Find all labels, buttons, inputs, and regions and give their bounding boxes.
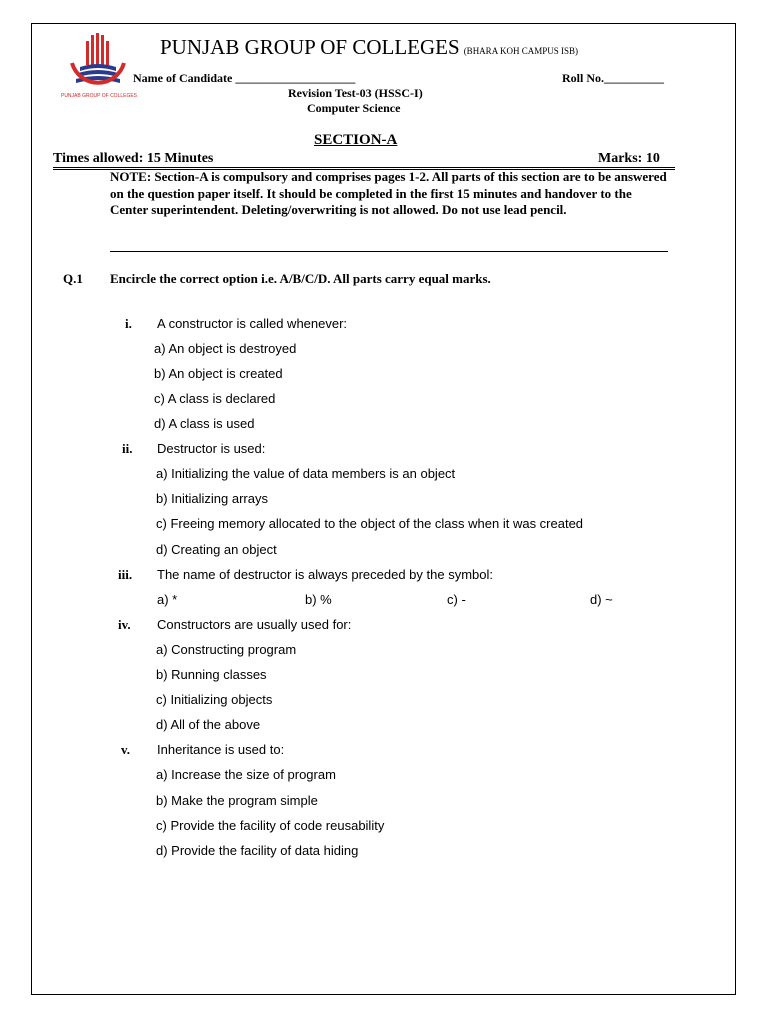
- mcq-option[interactable]: b) Make the program simple: [156, 793, 318, 808]
- mcq-option[interactable]: b) Running classes: [156, 667, 267, 682]
- mcq-number: v.: [121, 742, 131, 757]
- college-name: PUNJAB GROUP OF COLLEGES: [160, 35, 460, 59]
- mcq-option[interactable]: b) %: [305, 592, 332, 607]
- campus-name: (BHARA KOH CAMPUS ISB): [463, 46, 578, 56]
- logo-text: PUNJAB GROUP OF COLLEGES: [60, 93, 138, 99]
- note-text: NOTE: Section-A is compulsory and comprises pages 1-2. All parts of this section are to be answered on the question paper itself. It should be completed in the first 15 minutes and handover to the Center superintendent. Deleting/overwriting is not allowed. Do not use lead pencil.: [110, 169, 667, 217]
- college-logo: [60, 33, 138, 105]
- total-marks: Marks: 10: [598, 151, 660, 166]
- mcq-number: iv.: [118, 617, 131, 632]
- test-name: Revision Test-03 (HSSC-I): [288, 86, 423, 100]
- mcq-option[interactable]: a) Increase the size of program: [156, 767, 336, 782]
- mcq-option[interactable]: b) Initializing arrays: [156, 491, 268, 506]
- mcq-text: Destructor is used:: [157, 441, 266, 456]
- section-title: SECTION-A: [314, 132, 398, 148]
- mcq-option[interactable]: c) -: [447, 592, 466, 607]
- mcq-option[interactable]: c) Initializing objects: [156, 692, 273, 707]
- mcq-option[interactable]: d) All of the above: [156, 717, 261, 732]
- mcq-option[interactable]: c) Provide the facility of code reusability: [156, 818, 385, 833]
- college-title: [160, 35, 578, 60]
- mcq-option[interactable]: a) An object is destroyed: [154, 341, 297, 356]
- roll-number-field: Roll No.__________: [562, 71, 664, 85]
- mcq-option[interactable]: d) Creating an object: [156, 542, 277, 557]
- mcq-number: i.: [125, 316, 132, 331]
- mcq-option[interactable]: c) Freeing memory allocated to the object of the class when it was created: [156, 516, 584, 531]
- mcq-option[interactable]: b) An object is created: [154, 366, 283, 381]
- note-divider: [110, 251, 668, 252]
- subject-name: Computer Science: [307, 101, 401, 115]
- mcq-option[interactable]: a) *: [157, 592, 178, 607]
- mcq-text: A constructor is called whenever:: [157, 316, 348, 331]
- question-number: Q.1: [63, 271, 83, 286]
- mcq-option[interactable]: a) Constructing program: [156, 642, 297, 657]
- section-divider: [53, 167, 675, 168]
- mcq-option[interactable]: d) ~: [590, 592, 613, 607]
- mcq-number: ii.: [122, 441, 133, 456]
- mcq-option[interactable]: c) A class is declared: [154, 391, 276, 406]
- time-allowed: Times allowed: 15 Minutes: [53, 151, 214, 166]
- mcq-option[interactable]: d) Provide the facility of data hiding: [156, 843, 359, 858]
- candidate-name-field: Name of Candidate ____________________: [133, 71, 356, 85]
- mcq-text: Constructors are usually used for:: [157, 617, 352, 632]
- mcq-option[interactable]: a) Initializing the value of data members is an object: [156, 466, 456, 481]
- mcq-option[interactable]: d) A class is used: [154, 416, 255, 431]
- mcq-text: Inheritance is used to:: [157, 742, 285, 757]
- question-instruction: Encircle the correct option i.e. A/B/C/D. All parts carry equal marks.: [110, 271, 491, 286]
- mcq-text: The name of destructor is always preceded by the symbol:: [157, 567, 493, 582]
- mcq-number: iii.: [118, 567, 133, 582]
